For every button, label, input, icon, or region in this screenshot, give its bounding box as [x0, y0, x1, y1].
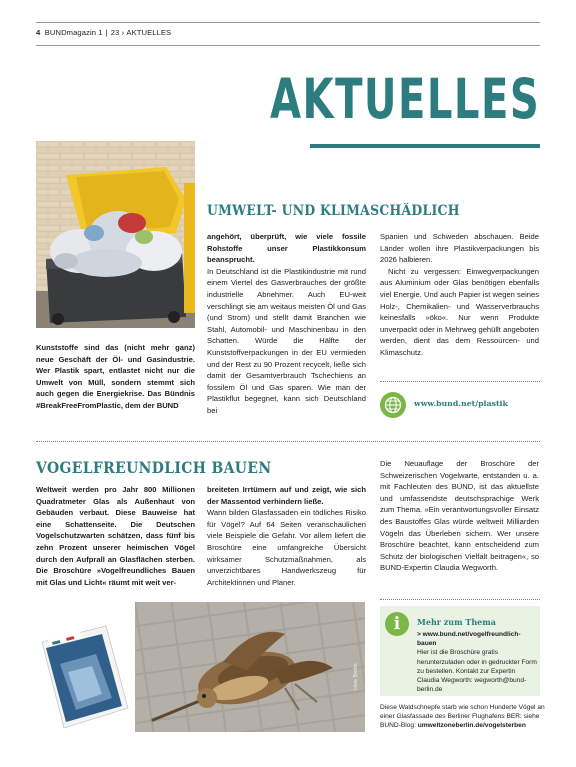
body-paragraph: Spanien und Schweden abschauen. Beide Länder wollen ihre Plastikverpackungen bis 2026 halbieren.: [380, 232, 539, 265]
body-paragraph: Nicht zu vergessen: Einwegverpackungen aus Aluminium oder Glas benötigen ebenfalls viel Energie. Und auch Papier ist wegen seines Holz-, Chemikalien- und Wasserverbrauchs keinesfalls »öko«. Nur wenn Produkte unverpackt oder in Mehrweg gehüllt angeboten werden, dient das dem Ressourcen- und Klimaschutz.: [380, 266, 539, 357]
breadcrumb-arrow-icon: ›: [121, 28, 125, 37]
caption-text: Diese Waldschnepfe starb wie schon Hunderte Vögel an einer Glasfassade des Berliner Flughafens BER; siehe BUND-Blog:: [380, 704, 545, 730]
info-box-title: Mehr zum Thema: [417, 617, 496, 627]
page-number: 4: [36, 28, 41, 37]
article-body-col3: [380, 458, 539, 574]
brochure-cover-image: [36, 602, 134, 734]
info-icon: i: [385, 612, 409, 636]
info-box-text: [417, 630, 537, 694]
web-link-text[interactable]: www.bund.net/plastik: [414, 399, 508, 408]
article-lead-col1: [36, 484, 195, 588]
info-box-body: Hier ist die Broschüre gratis herunterzuladen oder in gedruckter Form zu bestellen. Kontakt zur Expertin Claudia Wegworth: wegworth@bund-berlin.de: [417, 649, 537, 694]
header-top-rule: [36, 22, 540, 23]
article-body-col2: [207, 484, 366, 588]
article-body-col2: [207, 231, 366, 417]
body-paragraph: In Deutschland ist die Plastikindustrie mit rund einem Viertel des Gasverbrauches der größte industrielle Abnehmer. Auch EU-weit verschlingt sie am weitaus meisten Öl und Gas (und Strom) und stellt damit Branchen wie Stahl, Automobil- und Maschinenbau in den Schatten. Würde die Hälfte der Kunststoffverpackungen in der EU vermieden und der Rest zu 90 Prozent recycelt, ließe sich damit der Gesamtverbrauch Tschechiens an fossilem Öl und Gas sparen. Wie man der Plastikflut begegnet, kann sich Deutschland bei: [207, 266, 366, 415]
article-lead-col1: [36, 342, 195, 412]
article-body-col3: [380, 231, 539, 359]
photo-caption: [380, 703, 550, 731]
section-divider: [36, 441, 540, 442]
divider: [380, 599, 540, 600]
title-underline: [310, 144, 540, 148]
more-info-box: [380, 606, 540, 696]
caption-link[interactable]: umweltzoneberlin.de/vogelsterben: [417, 722, 526, 730]
body-paragraph: Die Neuauflage der Broschüre der Schweizerischen Vogelwarte, entstanden u. a. mit Fachleuten des BUND, ist das aktuellste und umfassendste deutschsprachige Werk zum Thema. »Ein verantwortungsvoller Einsatz des Baustoffes Glas würde weltweit Milliarden Vögeln das Überleben sichern. Wer unsere Broschüre beachtet, kann entscheidend zum Schutz der biologischen Vielfalt beitragen«, so BUND-Expertin Claudia Wegworth.: [380, 459, 539, 573]
page-title: AKTUELLES: [269, 67, 540, 131]
lead-text-start: Weltweit werden pro Jahr 800 Millionen Quadratmeter Glas als Außenhaut von Gebäuden verbaut. Diese Bauweise hat eine Schattenseite. Die Deutschen Vogelschutzwarten schätzen, dass fünf bis zehn Prozent unserer heimischen Vögel durch den Aufprall an Glasflächen sterben. Die Broschüre »Vogelfreundliches Bauen mit Glas und Licht« räumt mit weit ver-: [36, 485, 195, 587]
lead-text-start: Kunststoffe sind das (nicht mehr ganz) neue Geschäft der Öl- und Gasindustrie. Wer Plastik spart, entlastet nicht nur die Umwelt von Müll, sondern stemmt sich auch gegen die Energiekrise. Das Bündnis #BreakFreeFromPlastic, dem der BUND: [36, 343, 195, 410]
dead-woodcock-photo: [135, 602, 365, 732]
globe-icon: [380, 392, 406, 418]
issue-number: 23: [110, 28, 120, 37]
lead-text-cont: angehört, überprüft, wie viele fossile Rohstoffe unser Plastikkonsum beansprucht.: [207, 232, 366, 265]
divider: [380, 381, 540, 382]
body-paragraph: Wann bilden Glasfassaden ein tödliches Risiko für Vögel? Auf 64 Seiten veranschaulichen viele Beispiele die Gefahr. Vor allem liefert die Broschüre eine umfangreiche Übersicht wirksamer Schutzmaßnahmen, als unverzichtbares Handwerkszeug für Architektinnen und Planer.: [207, 508, 366, 587]
article-headline: VOGELFREUNDLICH BAUEN: [36, 458, 272, 477]
photo-credit: Uwe Berlin: [353, 663, 359, 690]
running-header: 4 BUNDmagazin 1 | 23 › AKTUELLES: [36, 28, 172, 37]
web-link[interactable]: [380, 392, 540, 418]
brochure-link[interactable]: > www.bund.net/vogelfreundlich-bauen: [417, 631, 521, 648]
header-bottom-rule: [36, 45, 540, 46]
plastic-waste-photo: [36, 141, 195, 328]
magazine-name: BUNDmagazin 1: [44, 28, 103, 37]
article-headline: UMWELT- UND KLIMASCHÄDLICH: [207, 203, 460, 219]
section-name: AKTUELLES: [126, 28, 172, 37]
lead-text-cont: breiteten Irrtümern auf und zeigt, wie sich der Massentod verhindern ließe.: [207, 485, 366, 506]
